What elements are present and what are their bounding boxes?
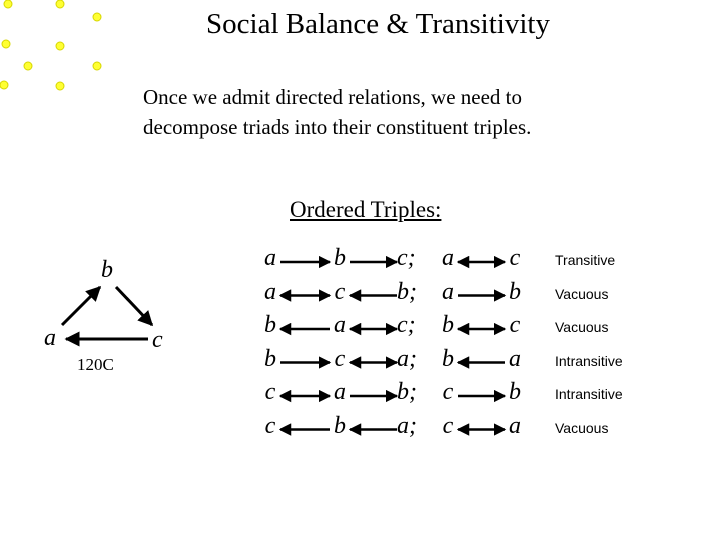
dot — [56, 0, 64, 8]
triple-letter: a — [264, 278, 276, 305]
dot — [2, 40, 10, 48]
triple-letter: a; — [397, 412, 417, 439]
triple-letter: b; — [397, 379, 417, 405]
triple-letter: c — [509, 245, 521, 271]
edge-a-to-b — [62, 287, 100, 325]
triple-letter: c; — [397, 312, 416, 338]
triple-letter: b — [509, 278, 521, 305]
triple-letter: b — [509, 379, 521, 405]
triple-letter: c — [442, 379, 454, 405]
triple-letter: a — [334, 379, 346, 405]
dot — [24, 62, 32, 70]
triple-letter: c — [509, 312, 521, 338]
dot — [56, 82, 64, 90]
triad-node-b: b — [101, 257, 113, 283]
triple-letter: b — [442, 312, 454, 338]
triple-classification: Intransitive — [555, 386, 623, 402]
section-heading: Ordered Triples: — [290, 197, 442, 222]
triad-node-c: c — [152, 327, 163, 353]
dot — [0, 81, 8, 89]
triple-letter: c — [264, 379, 276, 405]
triple-classification: Intransitive — [555, 352, 623, 369]
triple-letter: c — [334, 345, 346, 372]
triple-classification: Vacuous — [555, 319, 609, 335]
triple-classification: Transitive — [555, 252, 616, 268]
dot — [4, 0, 12, 8]
triple-letter: b — [264, 345, 276, 372]
subtitle-line-1: Once we admit directed relations, we need to — [143, 85, 523, 109]
triple-letter: b; — [397, 278, 417, 305]
triple-letter: c — [442, 412, 454, 439]
triad-node-a: a — [44, 325, 56, 351]
triad-code: 120C — [77, 355, 114, 374]
triple-letter: a — [334, 312, 346, 338]
edge-b-to-c — [116, 287, 152, 325]
triple-letter: a — [264, 245, 276, 271]
subtitle-line-2: decompose triads into their constituent triples. — [143, 115, 532, 139]
triple-letter: b — [442, 345, 454, 372]
triple-letter: b — [334, 245, 346, 271]
triple-letter: a — [442, 245, 454, 271]
triple-classification: Vacuous — [555, 419, 609, 436]
triple-letter: b — [264, 312, 276, 338]
subtitle — [143, 82, 623, 142]
slide-title: Social Balance & Transitivity — [206, 8, 550, 40]
triple-letter: c — [264, 412, 276, 439]
triple-letter: a — [442, 278, 454, 305]
triple-letter: a; — [397, 345, 417, 372]
triple-letter: b — [334, 412, 346, 439]
dot — [93, 62, 101, 70]
dot — [56, 42, 64, 50]
triple-classification: Vacuous — [555, 285, 609, 302]
triple-letter: c; — [397, 245, 416, 271]
triple-letter: a — [509, 412, 521, 439]
triple-letter: a — [509, 345, 521, 372]
triple-letter: c — [334, 278, 346, 305]
